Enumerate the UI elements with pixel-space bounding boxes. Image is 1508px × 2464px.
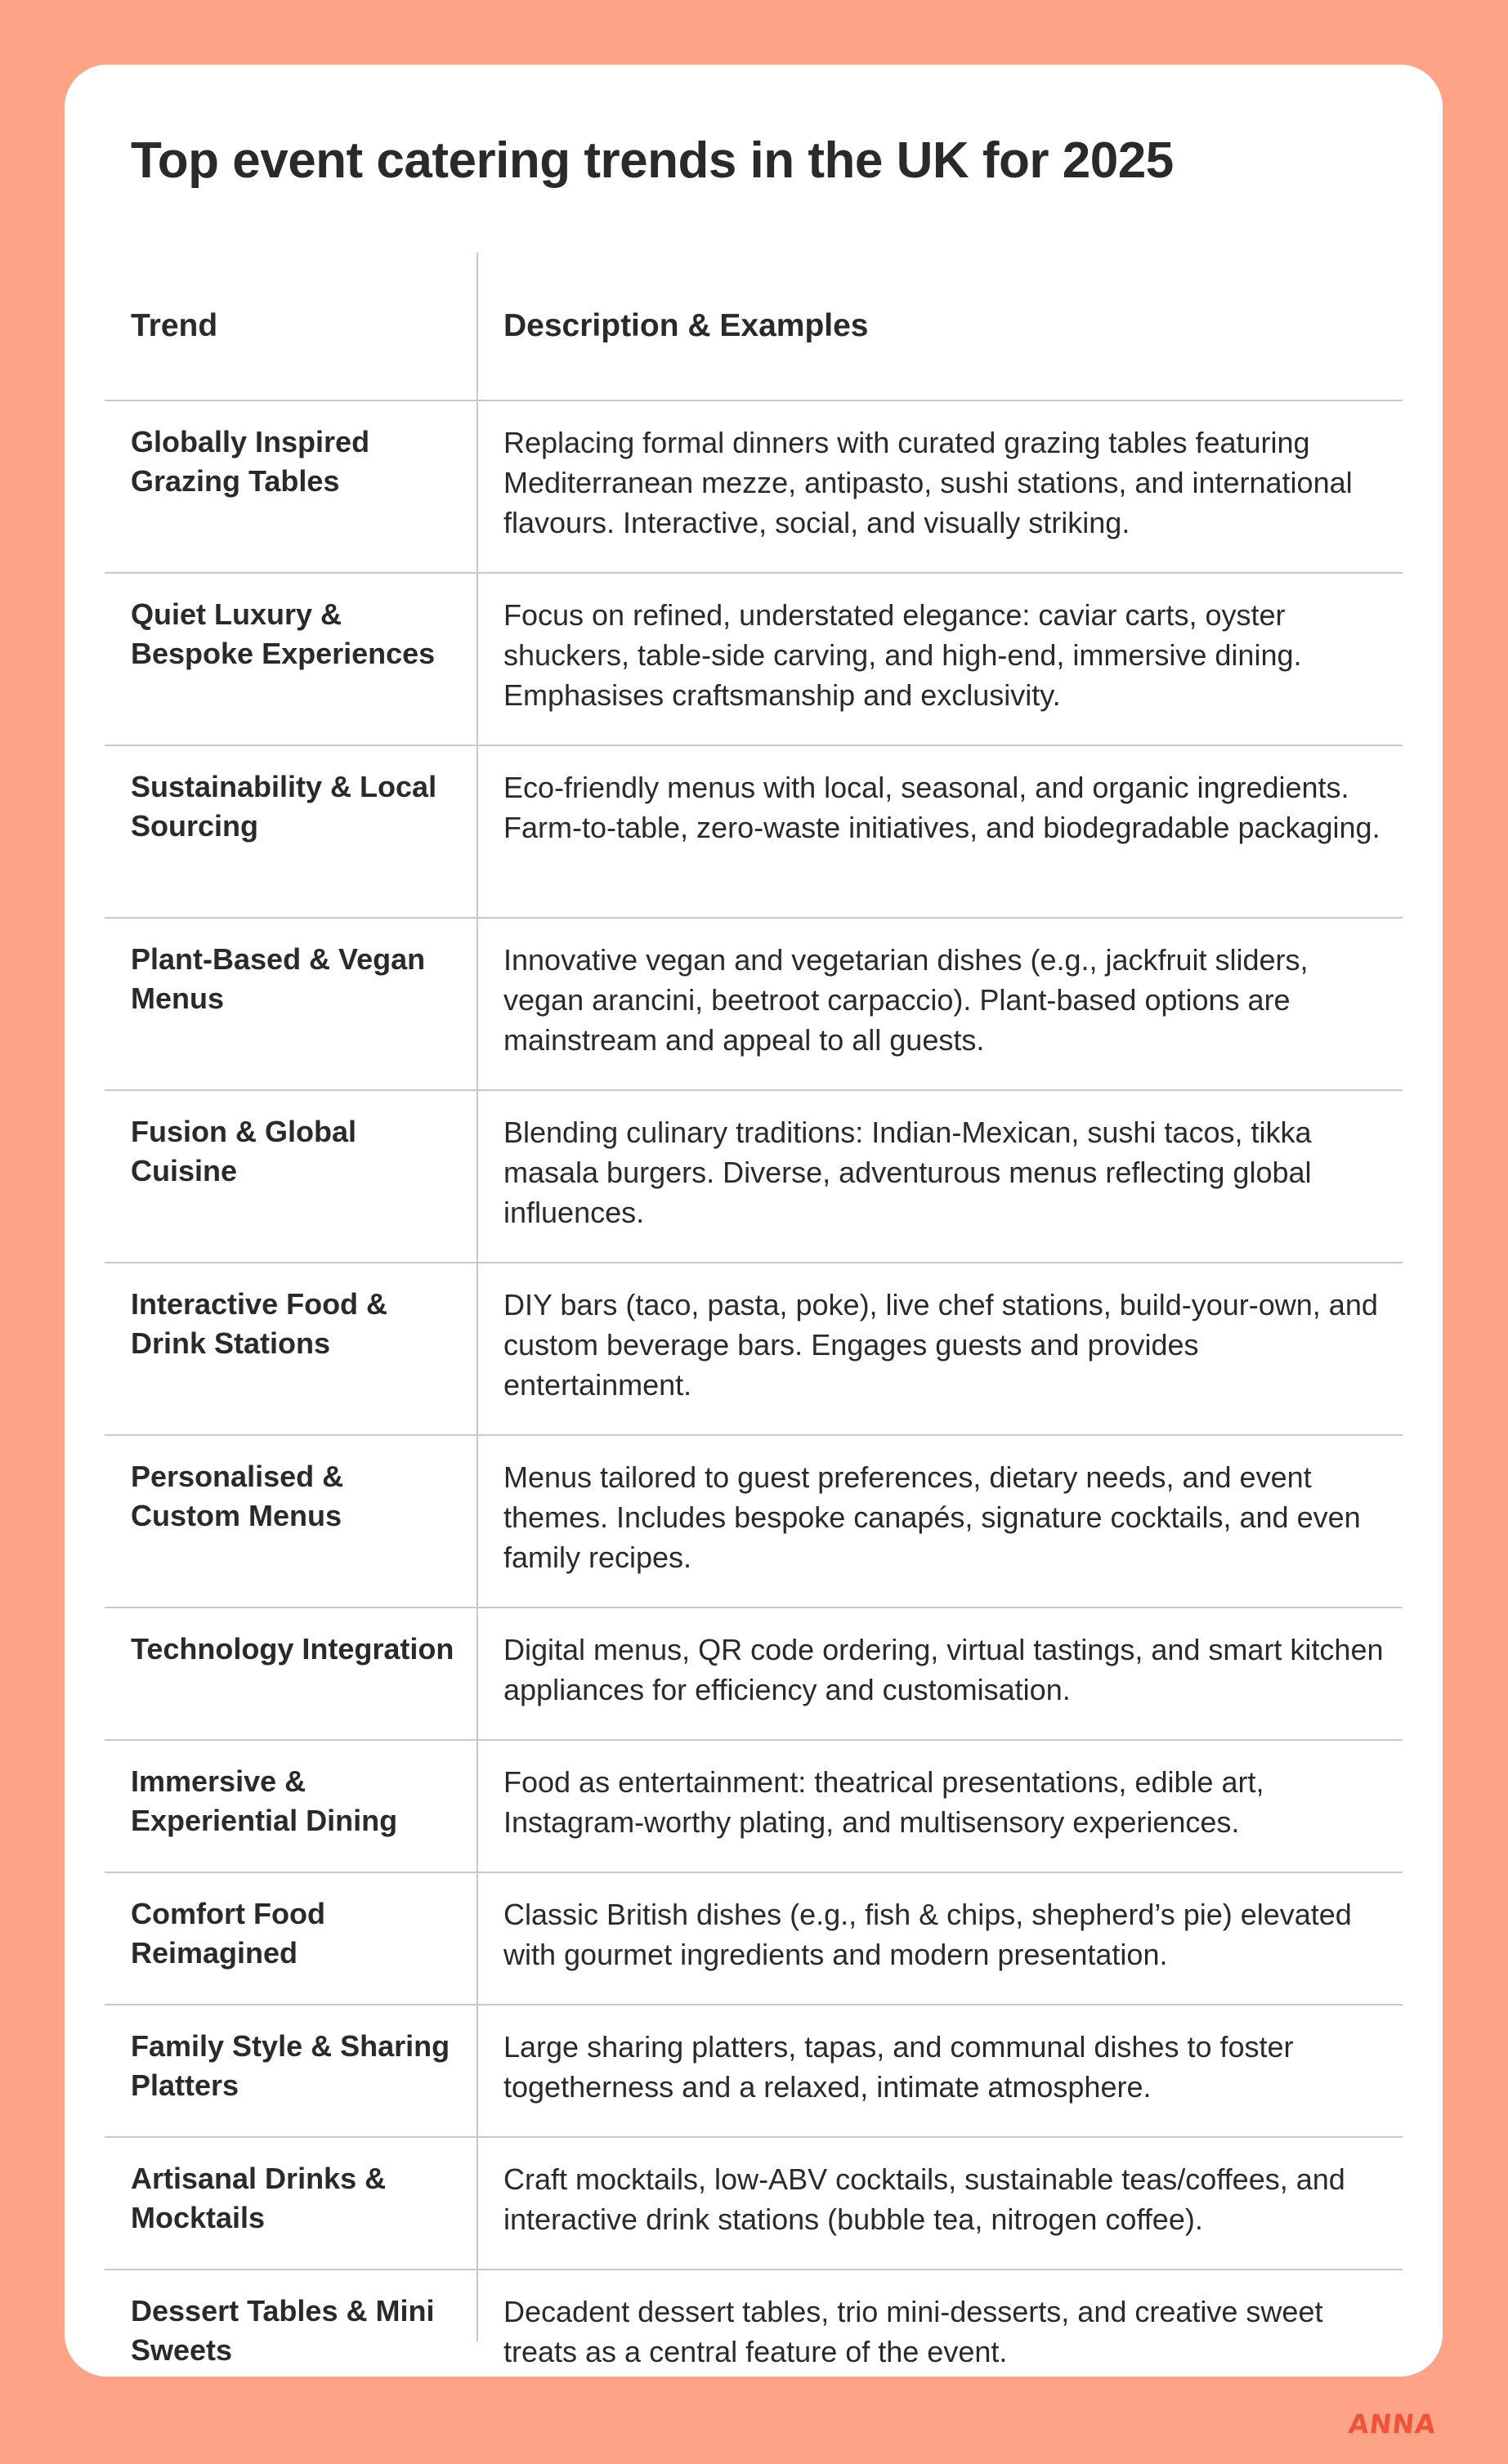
table-row xyxy=(105,1436,1403,1608)
trend-name: Sustainability & Local Sourcing xyxy=(131,770,437,843)
content-card xyxy=(65,65,1443,2377)
trends-table xyxy=(105,253,1403,2377)
trend-name: Quiet Luxury & Bespoke Experiences xyxy=(131,597,436,670)
table-row xyxy=(105,574,1403,746)
table-row xyxy=(105,2270,1403,2377)
trend-description: Innovative vegan and vegetarian dishes (e.g., jackfruit sliders, vegan arancini, beetroot carpaccio). Plant-based options are mainstream and appeal to all guests. xyxy=(503,943,1309,1057)
trend-description: Large sharing platters, tapas, and communal dishes to foster togetherness and a relaxed, intimate atmosphere. xyxy=(503,2030,1294,2104)
table-row xyxy=(105,1263,1403,1436)
trend-name: Family Style & Sharing Platters xyxy=(131,2029,450,2102)
trend-description: Menus tailored to guest preferences, dietary needs, and event themes. Includes bespoke canapés, signature cocktails, and even family recipes. xyxy=(503,1460,1361,1574)
trend-description: DIY bars (taco, pasta, poke), live chef stations, build-your-own, and custom beverage bars. Engages guests and provides entertainment. xyxy=(503,1288,1378,1402)
header-trend: Trend xyxy=(131,308,218,343)
column-divider xyxy=(477,253,478,2341)
trend-description: Eco-friendly menus with local, seasonal, and organic ingredients. Farm-to-table, zero-waste initiatives, and biodegradable packaging. xyxy=(503,771,1380,844)
table-row xyxy=(105,2138,1403,2270)
trend-name: Comfort Food Reimagined xyxy=(131,1897,325,1970)
table-row xyxy=(105,1091,1403,1263)
trend-description: Food as entertainment: theatrical presentations, edible art, Instagram-worthy plating, and multisensory experiences. xyxy=(503,1765,1264,1839)
table-row xyxy=(105,919,1403,1091)
trend-description: Classic British dishes (e.g., fish & chips, shepherd’s pie) elevated with gourmet ingredients and modern presentation. xyxy=(503,1898,1352,1971)
brand-logo: ANNA xyxy=(1347,2408,1439,2439)
trend-name: Technology Integration xyxy=(131,1632,454,1666)
trend-name: Plant-Based & Vegan Menus xyxy=(131,942,426,1015)
trend-name: Personalised & Custom Menus xyxy=(131,1460,344,1532)
trend-name: Interactive Food & Drink Stations xyxy=(131,1287,388,1360)
table-row xyxy=(105,1741,1403,1873)
page-title: Top event catering trends in the UK for 2025 xyxy=(131,132,1174,189)
trend-name: Artisanal Drinks & Mocktails xyxy=(131,2162,387,2234)
header-description: Description & Examples xyxy=(503,308,869,343)
table-row xyxy=(105,2006,1403,2138)
trend-description: Craft mocktails, low-ABV cocktails, sustainable teas/coffees, and interactive drink stations (bubble tea, nitrogen coffee). xyxy=(503,2162,1345,2236)
trend-name: Dessert Tables & Mini Sweets xyxy=(131,2294,435,2367)
trend-description: Focus on refined, understated elegance: caviar carts, oyster shuckers, table-side carving, and high-end, immersive dining. Emphasises craftsmanship and exclusivity. xyxy=(503,598,1302,712)
trend-description: Decadent dessert tables, trio mini-desserts, and creative sweet treats as a central feature of the event. xyxy=(503,2295,1323,2368)
table-row xyxy=(105,1608,1403,1741)
table-row xyxy=(105,746,1403,919)
table-row xyxy=(105,401,1403,574)
trend-name: Globally Inspired Grazing Tables xyxy=(131,425,370,498)
trend-description: Blending culinary traditions: Indian-Mexican, sushi tacos, tikka masala burgers. Diverse, adventurous menus reflecting global influences. xyxy=(503,1116,1312,1229)
trend-name: Immersive & Experiential Dining xyxy=(131,1764,398,1837)
trend-description: Replacing formal dinners with curated grazing tables featuring Mediterranean mezze, antipasto, sushi stations, and international flavours. Interactive, social, and visually striking. xyxy=(503,426,1353,539)
trend-description: Digital menus, QR code ordering, virtual tastings, and smart kitchen appliances for efficiency and customisation. xyxy=(503,1633,1384,1706)
trend-name: Fusion & Global Cuisine xyxy=(131,1115,356,1187)
table-header xyxy=(105,253,1403,401)
table-row xyxy=(105,1873,1403,2006)
